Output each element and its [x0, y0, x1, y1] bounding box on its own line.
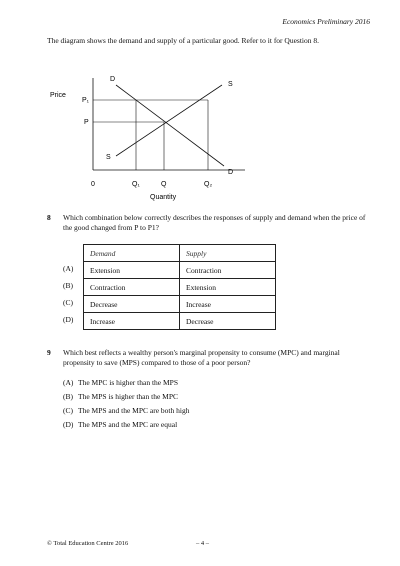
question-9-text: Which best reflects a wealthy person's marginal propensity to consume (MPC) and marginal propensity to save (MPS) compared to those of a poor person? [63, 348, 340, 367]
p1-label: P₁ [82, 97, 90, 104]
option-label: (C) [63, 406, 73, 415]
q-label: Q [161, 181, 167, 188]
p-label: P [84, 119, 89, 126]
cell-supply: Increase [180, 296, 276, 313]
column-header-demand: Demand [84, 245, 180, 262]
cell-supply: Contraction [180, 262, 276, 279]
demand-top-label: D [110, 76, 116, 83]
cell-supply: Extension [180, 279, 276, 296]
cell-demand: Increase [84, 313, 180, 330]
table-row [84, 296, 276, 313]
cell-demand: Contraction [84, 279, 180, 296]
quantity-axis-label: Quantity [150, 194, 177, 201]
price-axis-label: Price [50, 92, 66, 99]
option-label: (B) [63, 281, 73, 290]
origin-label: 0 [91, 181, 95, 188]
option-text: The MPC is higher than the MPS [78, 378, 179, 387]
question-8-number: 8 [47, 213, 51, 222]
intro-text: The diagram shows the demand and supply of a particular good. Refer to it for Question 8. [47, 36, 320, 45]
cell-supply: Decrease [180, 313, 276, 330]
question-8-answer-table [83, 244, 276, 330]
table-row [84, 262, 276, 279]
question-8-text: Which combination below correctly describes the responses of supply and demand when the price of the good changed from P to P1? [63, 213, 366, 232]
table-header-row [84, 245, 276, 262]
supply-top-label: S [228, 81, 233, 88]
table-row [84, 313, 276, 330]
supply-curve [116, 85, 222, 156]
page-number: – 4 – [196, 540, 209, 547]
cell-demand: Extension [84, 262, 180, 279]
option-b [63, 392, 323, 402]
option-label: (B) [63, 392, 73, 401]
cell-demand: Decrease [84, 296, 180, 313]
footer-copyright: © Total Education Centre 2016 [47, 540, 129, 547]
table-row [84, 279, 276, 296]
option-label: (A) [63, 378, 74, 387]
option-a [63, 378, 323, 388]
option-d [63, 420, 323, 430]
option-label: (D) [63, 315, 74, 324]
q1-label: Q₁ [132, 181, 140, 188]
q2-label: Q₂ [204, 181, 213, 188]
demand-bottom-label: D [228, 169, 234, 176]
option-text: The MPS is higher than the MPC [78, 392, 179, 401]
supply-bottom-label: S [106, 154, 111, 161]
question-9-number: 9 [47, 348, 51, 357]
option-label: (C) [63, 298, 73, 307]
supply-demand-diagram [40, 70, 260, 210]
option-label: (A) [63, 264, 74, 273]
option-text: The MPS and the MPC are both high [78, 406, 190, 415]
option-label: (D) [63, 420, 74, 429]
page-header: Economics Preliminary 2016 [282, 17, 370, 26]
option-text: The MPS and the MPC are equal [78, 420, 178, 429]
column-header-supply: Supply [180, 245, 276, 262]
option-c [63, 406, 323, 416]
